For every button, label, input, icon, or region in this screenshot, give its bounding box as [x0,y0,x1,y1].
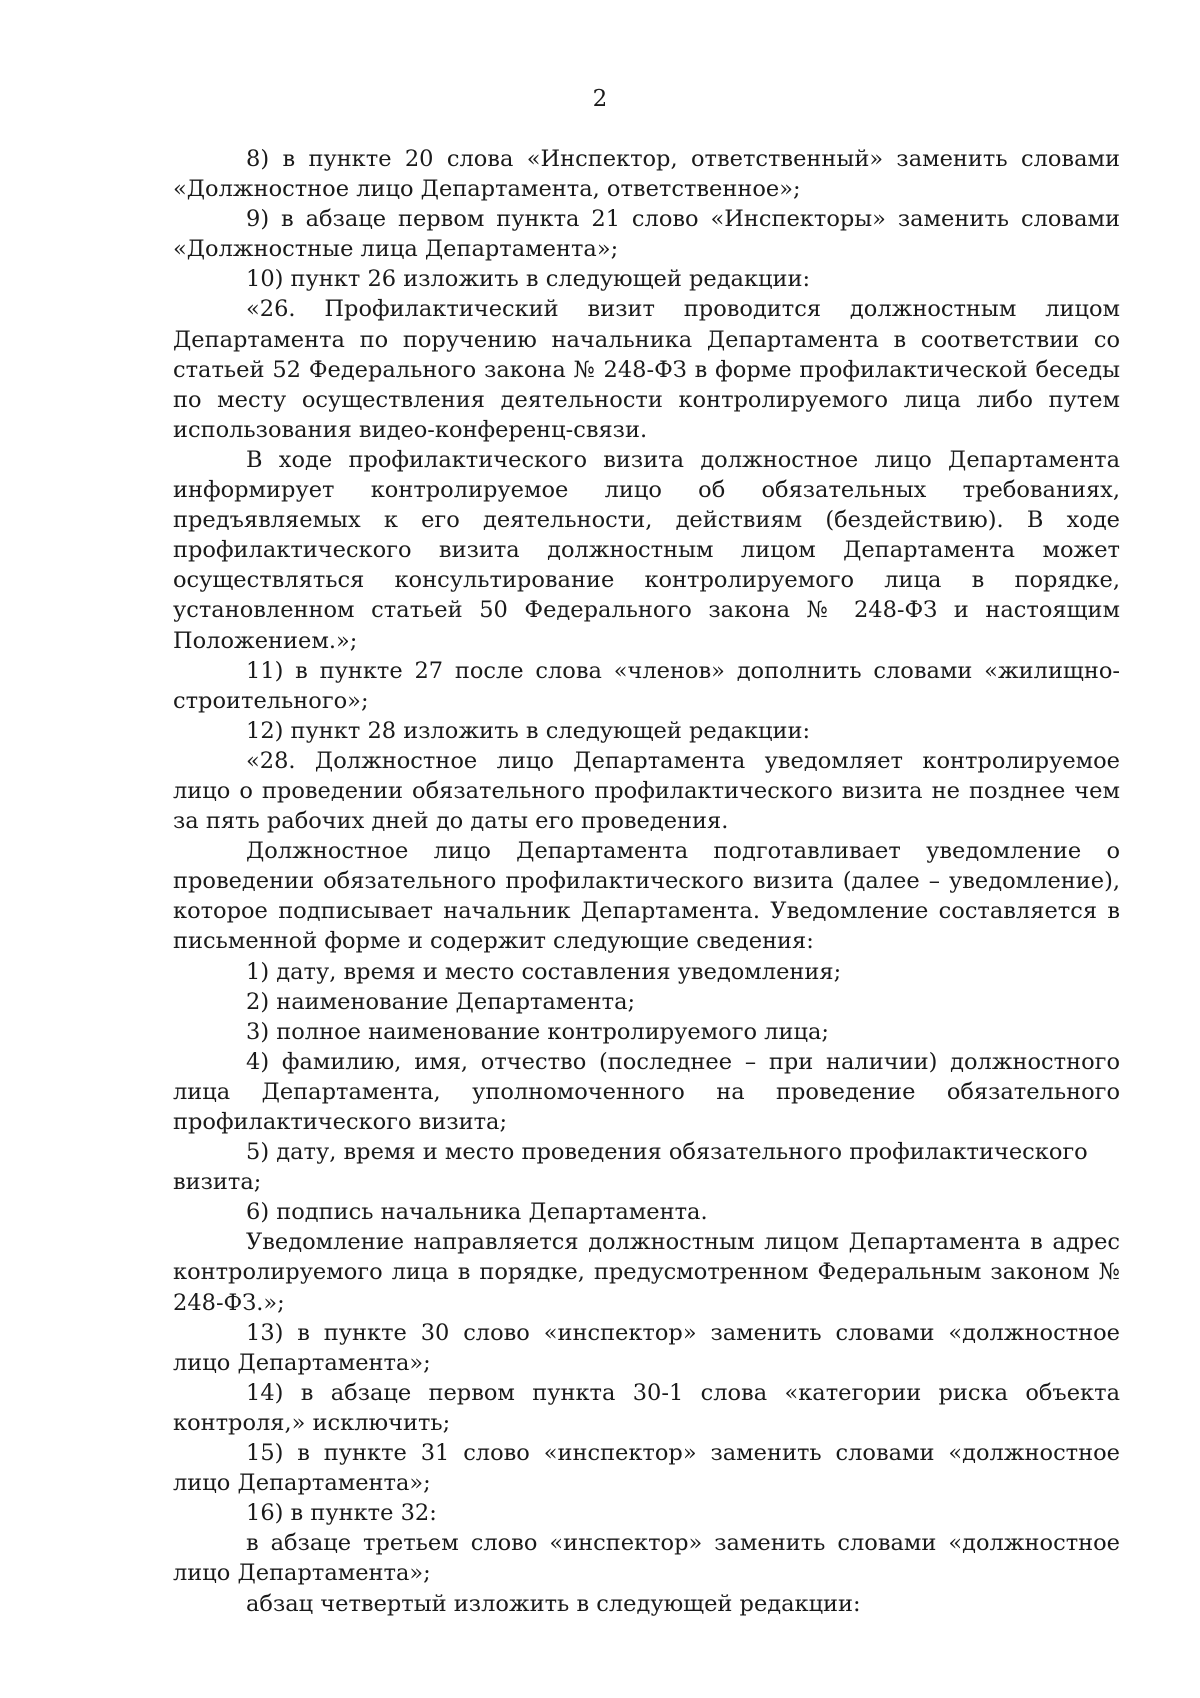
document-paragraph: 14) в абзаце первом пункта 30-1 слова «категории риска объекта контроля,» исключить; [173,1379,1120,1436]
document-paragraph: 5) дату, время и место проведения обязательного профилактического визита; [173,1139,1088,1196]
page-number: 2 [592,86,608,112]
document-paragraph: «26. Профилактический визит проводится должностным лицом Департамента по поручению начальника Департамента в соответствии со статьей 52 Федерального закона № 248-ФЗ в форме профилактической беседы по месту осуществления деятельности контролируемого лица либо путем использования видео-конференц-связи. [173,296,1120,443]
document-paragraph: 6) подпись начальника Департамента. [246,1199,708,1226]
document-paragraph: 11) в пункте 27 после слова «членов» дополнить словами «жилищно-строительного»; [173,657,1120,714]
document-paragraph: 2) наименование Департамента; [246,988,636,1015]
document-paragraph: 15) в пункте 31 слово «инспектор» заменить словами «должностное лицо Департамента»; [173,1440,1120,1497]
document-paragraph: 12) пункт 28 изложить в следующей редакции: [246,717,811,744]
document-paragraph: Уведомление направляется должностным лицом Департамента в адрес контролируемого лица в порядке, предусмотренном Федеральным законом № 248-ФЗ.»; [173,1229,1120,1316]
document-paragraph: абзац четвертый изложить в следующей редакции: [246,1590,861,1617]
document-paragraph: 10) пункт 26 изложить в следующей редакции: [246,266,811,293]
document-paragraph: 9) в абзаце первом пункта 21 слово «Инспекторы» заменить словами «Должностные лица Департамента»; [173,206,1120,263]
document-paragraph: 4) фамилию, имя, отчество (последнее – при наличии) должностного лица Департамента, уполномоченного на проведение обязательного профилактического визита; [173,1048,1120,1135]
document-paragraph: «28. Должностное лицо Департамента уведомляет контролируемое лицо о проведении обязательного профилактического визита не позднее чем за пять рабочих дней до даты его проведения. [173,747,1120,835]
document-paragraph: Должностное лицо Департамента подготавливает уведомление о проведении обязательного профилактического визита (далее – уведомление), которое подписывает начальник Департамента. Уведомление составляется в письменной форме и содержит следующие сведения: [173,838,1120,955]
document-paragraph: 13) в пункте 30 слово «инспектор» заменить словами «должностное лицо Департамента»; [173,1319,1120,1376]
document-paragraph: в абзаце третьем слово «инспектор» заменить словами «должностное лицо Департамента»; [173,1530,1120,1587]
document-paragraph: 8) в пункте 20 слова «Инспектор, ответственный» заменить словами «Должностное лицо Департамента, ответственное»; [173,146,1120,203]
document-body [173,144,1120,1619]
document-paragraph: 1) дату, время и место составления уведомления; [246,958,842,985]
document-paragraph: 3) полное наименование контролируемого лица; [246,1018,829,1045]
document-paragraph: В ходе профилактического визита должностное лицо Департамента информирует контролируемое лицо об обязательных требованиях, предъявляемых к его деятельности, действиям (бездействию). В ходе профилактического визита должностным лицом Департамента может осуществляться консультирование контролируемого лица в порядке, установленном статьей 50 Федерального закона № 248-ФЗ и настоящим Положением.»; [173,446,1120,654]
document-paragraph: 16) в пункте 32: [246,1500,437,1527]
